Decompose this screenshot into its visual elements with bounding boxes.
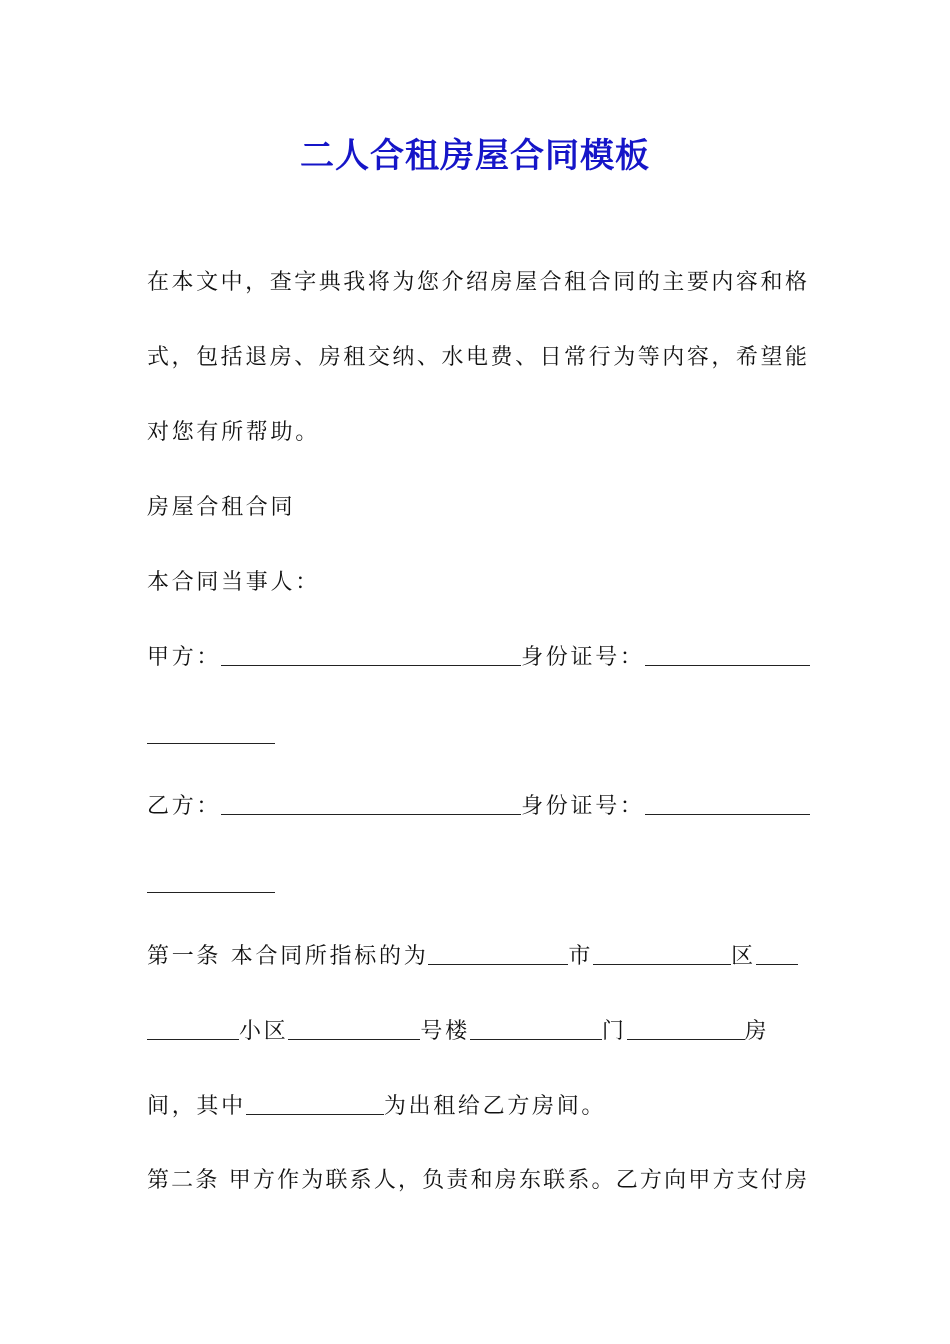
contract-heading: 房屋合租合同 [147,495,296,520]
intro-line-1: 在本文中，查字典我将为您介绍房屋合租合同的主要内容和格 [147,270,807,295]
party-b-id-blank-cont[interactable] [147,891,275,893]
district-label: 区 [731,944,756,969]
unit-blank[interactable] [470,1017,602,1040]
party-b-name-blank[interactable] [221,792,521,815]
party-a-id-label: 身份证号： [521,645,645,670]
party-b-id-blank[interactable] [645,792,810,815]
room-tail: 间，其中 [147,1094,246,1119]
community-label: 小区 [239,1019,289,1044]
article1-line-1 [147,942,807,972]
party-a-line [147,643,807,673]
city-blank[interactable] [428,942,568,965]
article2-line-1: 第二条 甲方作为联系人，负责和房东联系。乙方向甲方支付房 [147,1168,807,1193]
room-blank[interactable] [627,1017,745,1040]
party-a-label: 甲方： [147,645,222,670]
community-blank[interactable] [147,1017,239,1040]
rent-out-text: 为出租给乙方房间。 [383,1094,607,1119]
party-b-id-continuation [147,867,807,897]
article1-line-2 [147,1017,807,1047]
party-b-label: 乙方： [147,794,222,819]
rented-room-blank[interactable] [246,1092,384,1115]
city-label: 市 [568,944,594,969]
party-a-id-continuation [147,718,807,748]
party-b-line [147,792,807,822]
building-blank[interactable] [288,1017,420,1040]
intro-line-3: 对您有所帮助。 [147,420,320,445]
document-title: 二人合租房屋合同模板 [300,136,650,176]
district-blank[interactable] [593,942,731,965]
article1-line-3 [147,1092,807,1122]
party-a-id-blank-cont[interactable] [147,742,275,744]
unit-label: 门 [601,1019,627,1044]
intro-line-2: 式，包括退房、房租交纳、水电费、日常行为等内容，希望能 [147,345,807,370]
community-blank-start[interactable] [756,942,798,965]
party-a-name-blank[interactable] [221,643,521,666]
parties-label: 本合同当事人： [147,570,320,595]
building-label: 号楼 [420,1019,470,1044]
party-b-id-label: 身份证号： [521,794,645,819]
party-a-id-blank[interactable] [645,643,810,666]
room-label: 房 [744,1019,770,1044]
article1-prefix: 第一条 本合同所指标的为 [147,944,429,969]
